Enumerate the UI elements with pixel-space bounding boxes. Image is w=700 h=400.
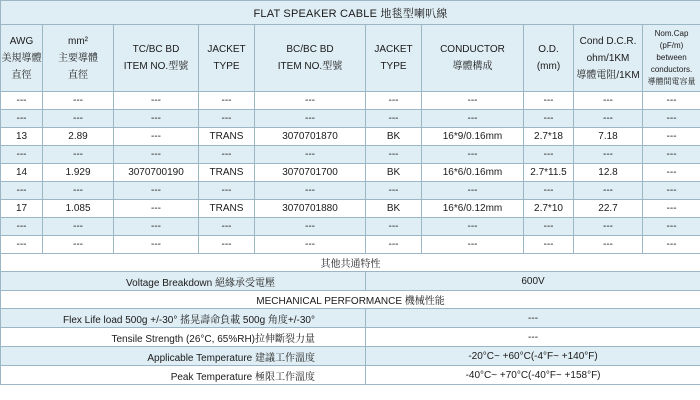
column-header-line: 主要導體 [58, 52, 98, 64]
table-cell: --- [524, 218, 574, 236]
table-cell: --- [1, 92, 43, 110]
table-cell: --- [255, 92, 366, 110]
mechanical-title-row [1, 291, 700, 309]
column-header-line: O.D. [538, 44, 559, 55]
column-header-line: JACKET [207, 44, 246, 55]
table-cell: --- [255, 236, 366, 254]
table-cell: --- [43, 92, 114, 110]
column-header [1, 25, 43, 92]
table-cell: 2.89 [43, 128, 114, 146]
table-cell: --- [199, 110, 255, 128]
column-header-line: 導體間電容量 [647, 77, 696, 86]
spec-value: --- [366, 309, 700, 328]
column-header [43, 25, 114, 92]
spec-value: -20°C~ +60°C(-4°F~ +140°F) [366, 347, 700, 366]
table-row [1, 218, 700, 236]
column-header-line: 美規導體 [1, 52, 42, 64]
mechanical-title: MECHANICAL PERFORMANCE 機械性能 [1, 291, 700, 309]
table-cell: --- [643, 200, 700, 218]
table-cell: 2.7*18 [524, 128, 574, 146]
table-cell: --- [199, 236, 255, 254]
table-cell: 1.929 [43, 164, 114, 182]
table-cell: --- [574, 110, 643, 128]
table-row [1, 146, 700, 164]
table-cell: BK [366, 128, 422, 146]
table-cell: --- [366, 110, 422, 128]
table-cell: --- [255, 146, 366, 164]
table-cell: --- [574, 236, 643, 254]
table-cell: --- [366, 92, 422, 110]
column-header-line: Nom.Cap [654, 29, 689, 38]
table-cell: --- [114, 200, 199, 218]
table-cell: --- [366, 182, 422, 200]
column-header-line: CONDUCTOR [440, 44, 505, 55]
column-header-line: 導體構成 [452, 61, 493, 72]
table-cell: --- [1, 110, 43, 128]
spec-row [1, 366, 700, 385]
table-cell: --- [114, 218, 199, 236]
table-cell: 14 [1, 164, 43, 182]
table-cell: --- [114, 182, 199, 200]
column-header-line: 導體電阻/1KM [576, 69, 640, 81]
table-cell: 3070701700 [255, 164, 366, 182]
table-cell: 16*6/0.16mm [422, 164, 524, 182]
column-header-line: BC/BC BD [286, 44, 334, 55]
table-cell: --- [574, 218, 643, 236]
table-cell: --- [255, 218, 366, 236]
spec-row [1, 328, 700, 347]
table-cell: --- [524, 146, 574, 164]
table-cell: 13 [1, 128, 43, 146]
table-cell: --- [422, 182, 524, 200]
spec-label: Tensile Strength (26°C, 65%RH)拉伸斷裂力量 [1, 328, 366, 347]
table-cell: --- [114, 92, 199, 110]
table-cell: --- [422, 146, 524, 164]
table-cell: BK [366, 164, 422, 182]
table-cell: --- [366, 236, 422, 254]
voltage-label: Voltage Breakdown 絕緣承受電壓 [1, 272, 366, 291]
column-header-line: Cond D.C.R. [579, 35, 637, 47]
table-cell: --- [199, 218, 255, 236]
table-cell: --- [43, 236, 114, 254]
table-cell: TRANS [199, 200, 255, 218]
spec-label: Flex Life load 500g +/-30° 搖晃壽命負載 500g 角度+/-30° [1, 309, 366, 328]
column-header-line: conductors. [650, 65, 693, 74]
column-header [255, 25, 366, 92]
column-header-line: between [656, 53, 687, 62]
spec-value: -40°C~ +70°C(-40°F~ +158°F) [366, 366, 700, 385]
table-cell: --- [199, 146, 255, 164]
table-cell: --- [643, 128, 700, 146]
table-cell: 2.7*10 [524, 200, 574, 218]
table-cell: --- [422, 236, 524, 254]
column-header-line: TYPE [380, 61, 407, 72]
table-cell: --- [114, 128, 199, 146]
table-cell: --- [199, 182, 255, 200]
table-cell: --- [643, 92, 700, 110]
table-cell: --- [574, 182, 643, 200]
table-cell: 17 [1, 200, 43, 218]
table-cell: 3070700190 [114, 164, 199, 182]
column-header-line: ITEM NO.型號 [277, 61, 343, 72]
column-header [366, 25, 422, 92]
table-cell: 3070701880 [255, 200, 366, 218]
table-cell: --- [199, 92, 255, 110]
table-cell: --- [255, 110, 366, 128]
table-cell: --- [43, 182, 114, 200]
table-cell: --- [422, 92, 524, 110]
spec-label: Applicable Temperature 建議工作溫度 [1, 347, 366, 366]
table-cell: --- [643, 164, 700, 182]
column-header-line: mm² [68, 35, 88, 47]
table-cell: BK [366, 200, 422, 218]
table-cell: 16*9/0.16mm [422, 128, 524, 146]
table-cell: --- [1, 218, 43, 236]
table-cell: 7.18 [574, 128, 643, 146]
table-cell: --- [524, 182, 574, 200]
table-cell: --- [366, 218, 422, 236]
column-header-line: ITEM NO.型號 [123, 61, 189, 72]
table-cell: --- [574, 146, 643, 164]
table-cell: --- [1, 182, 43, 200]
table-row [1, 236, 700, 254]
voltage-row [1, 272, 700, 291]
table-row [1, 110, 700, 128]
column-header-line: TC/BC BD [132, 44, 180, 55]
table-cell: --- [643, 182, 700, 200]
table-cell: 22.7 [574, 200, 643, 218]
table-cell: 2.7*11.5 [524, 164, 574, 182]
table-cell: --- [524, 110, 574, 128]
spec-row [1, 347, 700, 366]
table-cell: --- [643, 218, 700, 236]
column-header [199, 25, 255, 92]
table-cell: --- [524, 236, 574, 254]
spec-value: --- [366, 328, 700, 347]
table-row [1, 128, 700, 146]
table-row [1, 182, 700, 200]
voltage-value: 600V [366, 272, 700, 291]
table-cell: --- [43, 110, 114, 128]
column-header [524, 25, 574, 92]
column-header-line: TYPE [213, 61, 240, 72]
table-cell: TRANS [199, 164, 255, 182]
table-cell: --- [1, 146, 43, 164]
column-header [422, 25, 524, 92]
table-cell: 12.8 [574, 164, 643, 182]
column-header-line: ohm/1KM [586, 52, 630, 64]
table-cell: --- [43, 218, 114, 236]
common-title-row [1, 254, 700, 272]
table-cell: --- [574, 92, 643, 110]
spec-row [1, 309, 700, 328]
table-cell: --- [643, 236, 700, 254]
table-cell: --- [366, 146, 422, 164]
spec-label: Peak Temperature 極限工作溫度 [1, 366, 366, 385]
table-cell: 1.085 [43, 200, 114, 218]
table-cell: --- [43, 146, 114, 164]
table-cell: --- [422, 110, 524, 128]
table-title: FLAT SPEAKER CABLE 地毯型喇叭線 [1, 1, 700, 25]
column-header-line: AWG [9, 35, 34, 47]
column-header-line: (pF/m) [659, 41, 684, 50]
table-row [1, 92, 700, 110]
header-row [1, 25, 700, 92]
column-header-line: 直徑 [68, 69, 88, 81]
table-cell: --- [114, 236, 199, 254]
column-header [114, 25, 199, 92]
column-header-line: 直徑 [11, 69, 32, 81]
table-cell: 16*6/0.12mm [422, 200, 524, 218]
table-cell: 3070701870 [255, 128, 366, 146]
table-cell: --- [643, 146, 700, 164]
column-header-line: JACKET [374, 44, 413, 55]
table-cell: --- [524, 92, 574, 110]
column-header [643, 25, 700, 92]
table-cell: --- [643, 110, 700, 128]
table-row [1, 164, 700, 182]
table-cell: --- [114, 146, 199, 164]
table-cell: --- [1, 236, 43, 254]
column-header-line: (mm) [536, 61, 561, 72]
column-header [574, 25, 643, 92]
table-cell: --- [255, 182, 366, 200]
table-cell: TRANS [199, 128, 255, 146]
table-row [1, 200, 700, 218]
table-cell: --- [114, 110, 199, 128]
table-cell: --- [422, 218, 524, 236]
common-title: 其他共通特性 [1, 254, 700, 272]
